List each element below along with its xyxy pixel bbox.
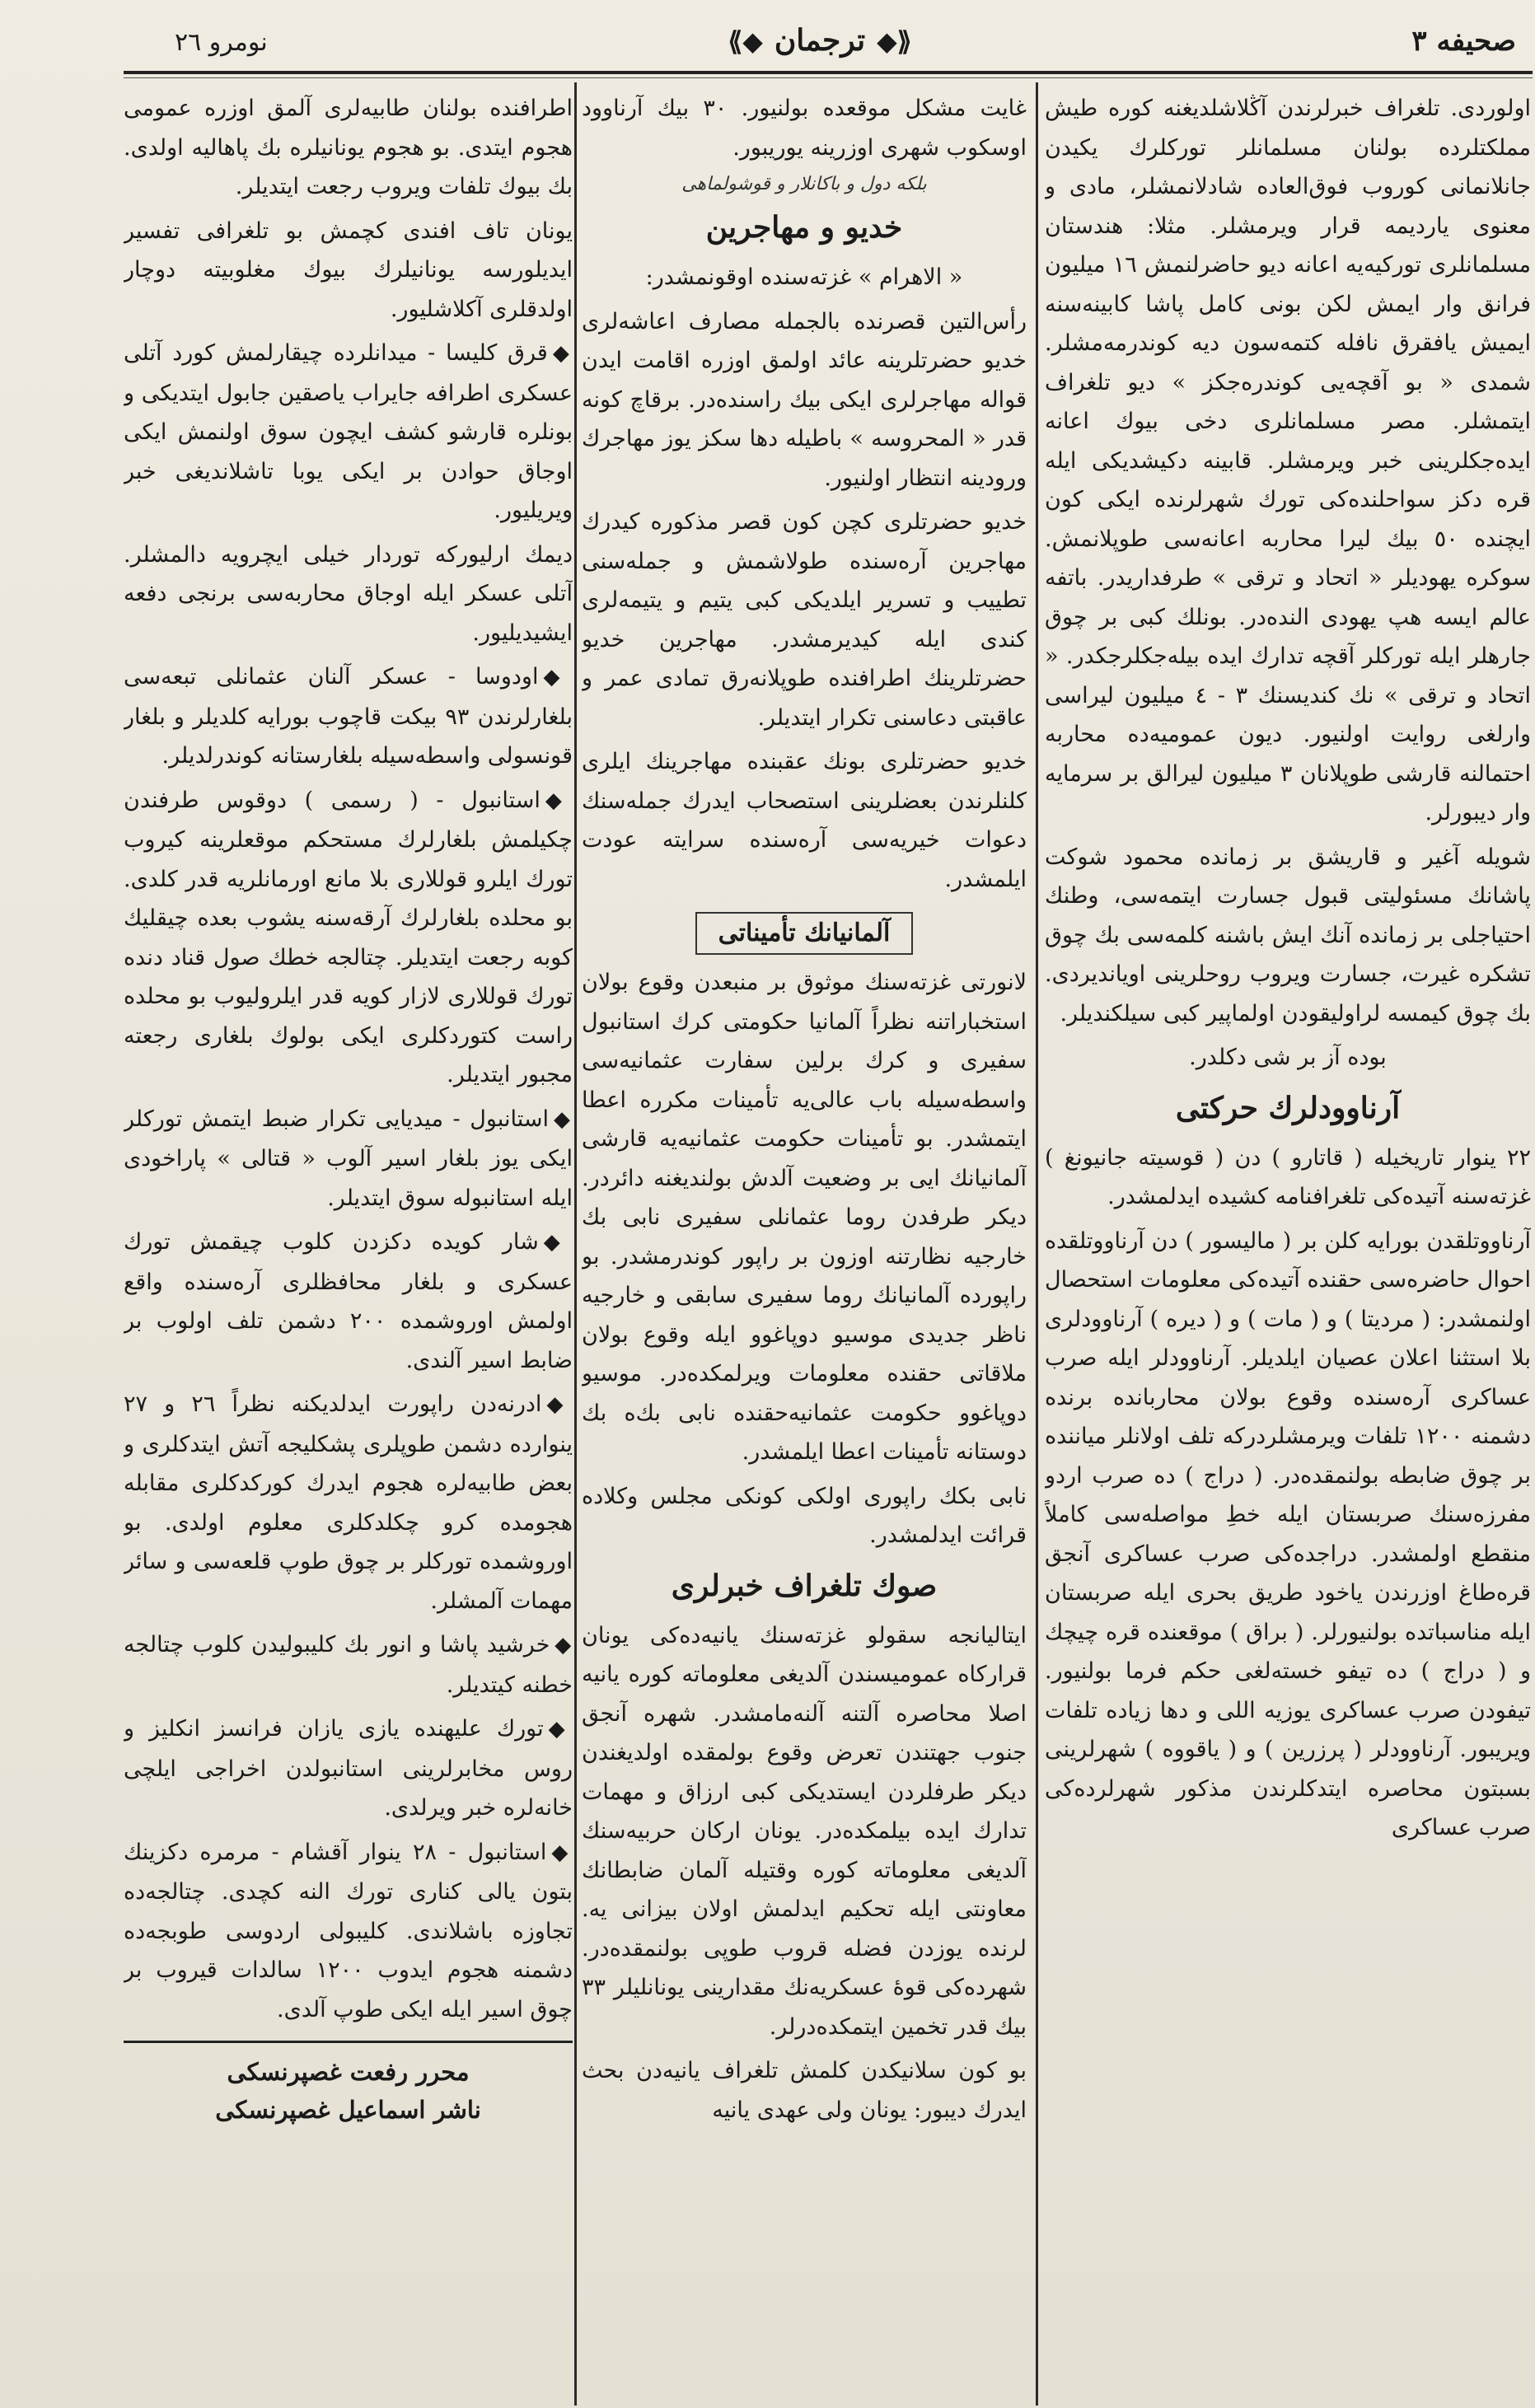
page-header: [124, 18, 1516, 69]
news-item-text: اودوسا - عسکر آلنان عثمانلی تبعه‌سی بلغارلرندن ٩٣ بیکت قاچوب بورایه کلدیلر و بلغار قونسولی واسطه‌سیله بلغارستانه کوندرلدیلر.: [124, 664, 573, 769]
editor-signature: محرر رفعت غصپرنسکی: [227, 2058, 470, 2086]
article-paragraph: خدیو حضرتلری بونك عقبنده مهاجرینك ایلری کلنلرندن بعضلرینی استصحاب ایدرك جمله‌سنك دعوات خیریه‌سی آره‌سنده سرایته عودت ایلمشدر.: [582, 749, 1027, 892]
news-item-text: ادرنه‌دن راپورت ایدلدیکنه نظراً ٢٦ و ٢٧ ینوارده دشمن طوپلری پشکلیجه آتش ایتدکلری و بعض طابیه‌لره هجوم ایدرك کورکدکلری مقابله هجومده کرو چکلدکلری معلوم اولدی. بو اوروشمده تورکلر بر چوق طوپ قلعه‌سی و سائر مهمات آلمشلر.: [124, 1391, 573, 1614]
article-paragraph: نابی بکك راپوری اولکی کونکی مجلس وکلاده قرائت ایدلمشدر.: [582, 1483, 1027, 1548]
handwritten-annotation: بلکه دول و باکانلار و قوشولماهی: [681, 174, 927, 194]
diamond-bullet-icon: ◆: [551, 1840, 573, 1865]
middle-column: [582, 89, 1027, 2396]
article-paragraph: ایتالیانجه سقولو غزته‌سنك یانیه‌ده‌کی یونان قرارکاه عمومیسندن آلدیغی معلوماته کوره یانیه اصلا محاصره آلتنه آلنه‌مامشدر. شهره آنجق جنوب جهتندن تعرض وقوع بولمقده اولدیغندن دیکر طرفلردن ایستدیکی کبی ارزاق و مهمات تدارك ایده بیلمکده‌در. یونان ارکان حربیه‌سنك آلدیغی معلوماته کوره وقتیله آلمان ضابطانك معاونتی ایله تحکیم ایدلمش اولان بیزانی یه. لرنده یوزدن فضله قروب طوپی بولنمقده‌در. شهرده‌کی قوهٔ عسکریه‌نك مقدارینی یونانلیلر ٣٣ بیك قدر تخمین ایتمکده‌درلر.: [582, 1622, 1027, 2040]
article-paragraph: اطرافنده بولنان طابیه‌لری آلمق اوزره عمومی هجوم ایتدی. بو هجوم یونانیلره بك پاهالیه اولدی. بك بیوك تلفات ویروب رجعت ایتدیلر.: [124, 96, 573, 199]
news-item: [124, 781, 573, 1095]
scroll-ornament-icon: ⟪◆: [877, 26, 912, 57]
article-paragraph: یونان تاف افندی کچمش بو تلغرافی تفسیر ایدیلورسه یونانیلرك بیوك مغلوبیته دوچار اولدقلری آکلاشلیور.: [124, 217, 573, 322]
article-paragraph: اولوردی. تلغراف خبرلرندن آڭلاشلدیغنه کوره طیش مملکتلرده بولنان مسلمانلر تورکلرك یکیدن جانلانمانی کوروب فوق‌العاده شادلانمشلر، مادی و معنوی یاردیمه قرار ویرمشلر. مثلا: هندستان مسلمانلری تورکیه‌یه اعانه دیو حاضرلنمش ١٦ میلیون فرانق وار ایمش لکن بونی کامل پاشا کابینه‌سنه ایمیش یافقرق نافله کتمه‌سون دیه کوندرمه‌مشلر. شمدی « بو آقچه‌یی کوندره‌جکز » دیو تلغراف ایتمشلر. مصر مسلمانلری دخی بیوك اعانه ایده‌جکلرینی خبر ویرمشلر. قابینه دکیشدیکی ایله قره دکز سواحلنده‌کی تورك شهرلرنده ایکی کون ایچنده ٥٠ بیك لیرا محاربه اعانه‌سی طوپلانمش. سوکره یهودیلر « اتحاد و ترقی » طرفداریدر. باتفه عالم ایسه هپ یهودی النده‌در. بونلك کبی بر چوق جارهلر ایله تورکلر آقچه تدارك ایده بیله‌جکلرجکدر. « اتحاد و ترقی » نك کندیسنك ٣ - ٤ میلیون لیراسی وارلغی روایت اولنیور. دیون عمومیه‌ده محاربه احتمالنه قارشی طوپلانان ٣ میلیون لیرالق بر سرمایه وار دیبورلر.: [1045, 96, 1531, 825]
right-column: [1045, 89, 1531, 2396]
news-item-text: دیمك ارلیورکه توردار خیلی ایچرویه دالمشلر. آتلی عسکر ایله اوجاق محاربه‌سی برنجی دفعه ایشیدیلیور.: [124, 541, 573, 646]
issue-number-label: نومرو ٢٦: [175, 28, 268, 57]
diamond-bullet-icon: ◆: [545, 788, 573, 813]
column-divider: [574, 82, 577, 2406]
left-column: [124, 89, 573, 2396]
news-item: [124, 535, 573, 653]
news-item: [124, 1833, 573, 2030]
article-paragraph: شویله آغیر و قاریشق بر زمانده محمود شوکت پاشانك مسئولیتی قبول جسارت ایتمه‌سی، وطنك احتیاجلی بر زمانده آنك ایش باشنه کلمه‌سی بك چوق تشکره غیرت، جسارت ویروب روحلرینی اویاندیردی. بك چوق کیمسه لراولیقودن اولماپیر کبی سیلکندیلر.: [1045, 844, 1531, 1026]
news-item-text: تورك علیهنده یازی یازان فرانسز انکلیز و روس مخابرلرینی استانبولدن اخراجی ایلچی خانه‌لره خبر ویرلدی.: [124, 1716, 573, 1821]
article-paragraph: خدیو حضرتلری کچن کون قصر مذکوره کیدرك مهاجرین آره‌سنده طولاشمش و جمله‌سنی تطییب و تسریر ایلدیکی کبی یتیم و یتیمه‌لری کندی ایله کیدیرمشدر. مهاجرین خدیو حضرتلرینك اطرافنده طوپلانه‌رق تمادی عمر و عاقبتی دعاسنی تکرار ایتدیلر.: [582, 509, 1027, 731]
article-paragraph: بو کون سلانیکدن کلمش تلغراف یانیه‌دن بحث ایدرك دیبور: یونان ولی عهدی یانیه: [582, 2058, 1027, 2123]
news-item-text: شار کویده دکزدن کلوب چیقمش تورك عسکری و بلغار محافظلری آره‌سنده واقع اولمش اوروشمده ٢٠٠ دشمن تلف اولوب بر ضابط اسیر آلندی.: [124, 1229, 573, 1373]
newspaper-title: [124, 23, 1516, 58]
section-title-germany: آلمانیانك تأمیناتی: [695, 912, 914, 955]
news-item: [124, 1625, 573, 1704]
page-number-label: صحيفه ٣: [1411, 25, 1516, 58]
news-item-text: قرق کلیسا - میدانلرده چیقارلمش کورد آتلی عسکری اطرافه جایراب یاصقین جابول ایتدیکی و بونلره قارشو کشف ایچون سوق اولنمش ایکی اوجاق حوادن بر ایکی یوبا تاشلاندیغی خبر ویریلیور.: [124, 340, 573, 523]
news-item-text: استانبول - ( رسمی ) دوقوس طرفندن چکیلمش بلغارلرك مستحکم موقعلرینه کیروب تورك ایلرو قوللاری بلا مانع اورمانلریه قدر کلدی. بو محلده بلغارلرك آرقه‌سنه یشوب بعده چیقلیك کوبه رجعت ایتدیلر. چتالجه خطك صول قناد دنده تورك قوللاری لازار کویه قدر ایلرولیوب بو محلده راست کتوردکلری ایکی بولوك بلغاری رجعته مجبور ایتدیلر.: [124, 787, 573, 1087]
article-paragraph: رأس‌التین قصرنده بالجمله مصارف اعاشه‌لری خدیو حضرتلرینه عائد اولمق اوزره اقامت ایدن قواله مهاجرلری ایکی بیك راسنده‌در. برقاچ کونه قدر « المحروسه » باطیله دها سکز یوز مهاجرك ورودینه انتظار اولنیور.: [582, 308, 1027, 491]
diamond-bullet-icon: ◆: [548, 1717, 573, 1742]
scroll-ornament-icon: ◆⟫: [728, 26, 763, 57]
section-title-khedive: خدیو و مهاجرین: [705, 210, 903, 245]
header-rule-thin: [124, 77, 1533, 78]
section-title-albanian-movement: آرناوودلرك حرکتی: [1175, 1090, 1401, 1125]
diamond-bullet-icon: ◆: [552, 341, 573, 366]
column-divider: [1036, 82, 1038, 2406]
diamond-bullet-icon: ◆: [543, 1230, 573, 1255]
news-item-text: خرشید پاشا و انور بك کلیبولیدن کلوب چتالجه خطنه کیتدیلر.: [124, 1632, 573, 1698]
news-item: [124, 1223, 573, 1380]
article-paragraph: بوده آز بر شی دکلدر.: [1189, 1045, 1387, 1070]
article-paragraph: آرناووتلقدن بورایه کلن بر ( مالیسور ) دن آرناووتلقده احوال حاضره‌سی حقنده آتیده‌کی معلومات استحصال اولنمشدر: ( مردیتا ) و ( مات ) و ( دیره ) آرناوودلری بلا استثنا اعلان عصیان ایلدیلر. آرناوودلر ایله صرب عساکری آره‌سنده وقوع بولان محاربانده برنده دشمنه ١٢٠٠ تلفات ویرمشلردرکه تلف اولانلر میاننده بر چوق ضابطه بولنمقده‌در. ( دراج ) ده صرب اردو مفرزه‌سنك صربستان ایله خطِ مواصله‌سی کاملاً منقطع اولمشدر. دراجده‌کی صرب عساکری آنجق قره‌طاغ اوزرندن یاخود طریق بحری ایله صربستان ایله مناسباتده بولنیورلر. ( براق ) موقعنده قره چیچك و ( دراج ) ده تیفو خسته‌لغی حکم فرما بولنیور. تیفودن صرب عساکری یوزیه اللی و دها زیاده تلفات ویریبور. آرناوودلر ( پرزرین ) و ( یاقووه ) شهرلرینی بسبتون محاصره ایتدکلرندن مذکور شهرلرده‌کی صرب عساکری: [1045, 1227, 1531, 1840]
newspaper-title-text: ترجمان: [774, 23, 866, 58]
diamond-bullet-icon: ◆: [546, 1392, 573, 1417]
news-item: [124, 1100, 573, 1218]
article-paragraph: « الاهرام » غزته‌سنده اوقونمشدر:: [645, 264, 963, 290]
section-title-germany-box: [582, 912, 1027, 955]
news-item: [124, 1385, 573, 1620]
diamond-bullet-icon: ◆: [555, 1633, 573, 1658]
section-title-latest-telegrams: صوك تلغراف خبرلری: [671, 1568, 938, 1603]
article-paragraph: ٢٢ ینوار تاریخیله ( قاتارو ) دن ( قوسیته جانیونغ ) غزته‌سنه آتیده‌کی تلغرافنامه کشیده ایدلمشدر.: [1045, 1144, 1531, 1209]
diamond-bullet-icon: ◆: [543, 665, 573, 690]
article-paragraph: غایت مشکل موقعده بولنیور. ٣٠ بیك آرناوود اوسکوب شهری اوزرینه یوریبور.: [582, 96, 1027, 161]
news-item: [124, 657, 573, 776]
article-paragraph: لانورتی غزته‌سنك موثوق بر منبعدن وقوع بولان استخباراتنه نظراً آلمانیا حکومتی کرك استانبول سفیری و کرك برلین سفارت عثمانیه‌سی واسطه‌سیله باب عالی‌یه تأمینات مکرره اعطا ایتمشدر. بو تأمینات حکومت عثمانیه‌یه قارشی آلمانیانك ایی بر وضعیت آلدش بولندیغنه دائردر. دیکر طرفدن روما عثمانلی سفیری نابی بك خارجیه نظارتنه اوزون بر راپور کوندرمشدر. بو راپورده آلمانیانك روما سفیری سابقی و خارجیه ناظر جدیدی موسیو دوپاغوو ایله وقوع بولان ملاقاتی حقنده معلومات ویرلمکده‌در. موسیو دوپاغوو حکومت عثمانیه‌حقنده نابی بك‌ه بك دوستانه تأمینات اعطا ایلمشدر.: [582, 970, 1027, 1465]
diamond-bullet-icon: ◆: [553, 1106, 573, 1132]
news-item: [124, 334, 573, 531]
news-item-text: استانبول - ٢٨ ینوار آقشام - مرمره دکزینك بتون یالی کناری تورك النه کچدی. چتالجه‌ده تجاوزه باشلاندی. کلیبولی اردوسی طوبجه‌ده دشمنه هجوم ایدوب ١٢٠٠ سالدات قیروب بر چوق اسیر ایله ایکی طوپ آلدی.: [124, 1839, 573, 2022]
signature-rule: [124, 2041, 573, 2043]
header-rule: [124, 71, 1533, 74]
news-item: [124, 1709, 573, 1828]
news-item-text: استانبول - میدیا‌یی تکرار ضبط ایتمش تورکلر ایکی یوز بلغار اسیر آلوب « قتالی » پاراخودی ایله استانبوله سوق ایتدیلر.: [124, 1106, 573, 1211]
publisher-signature: ناشر اسماعیل غصپرنسکی: [215, 2096, 481, 2124]
